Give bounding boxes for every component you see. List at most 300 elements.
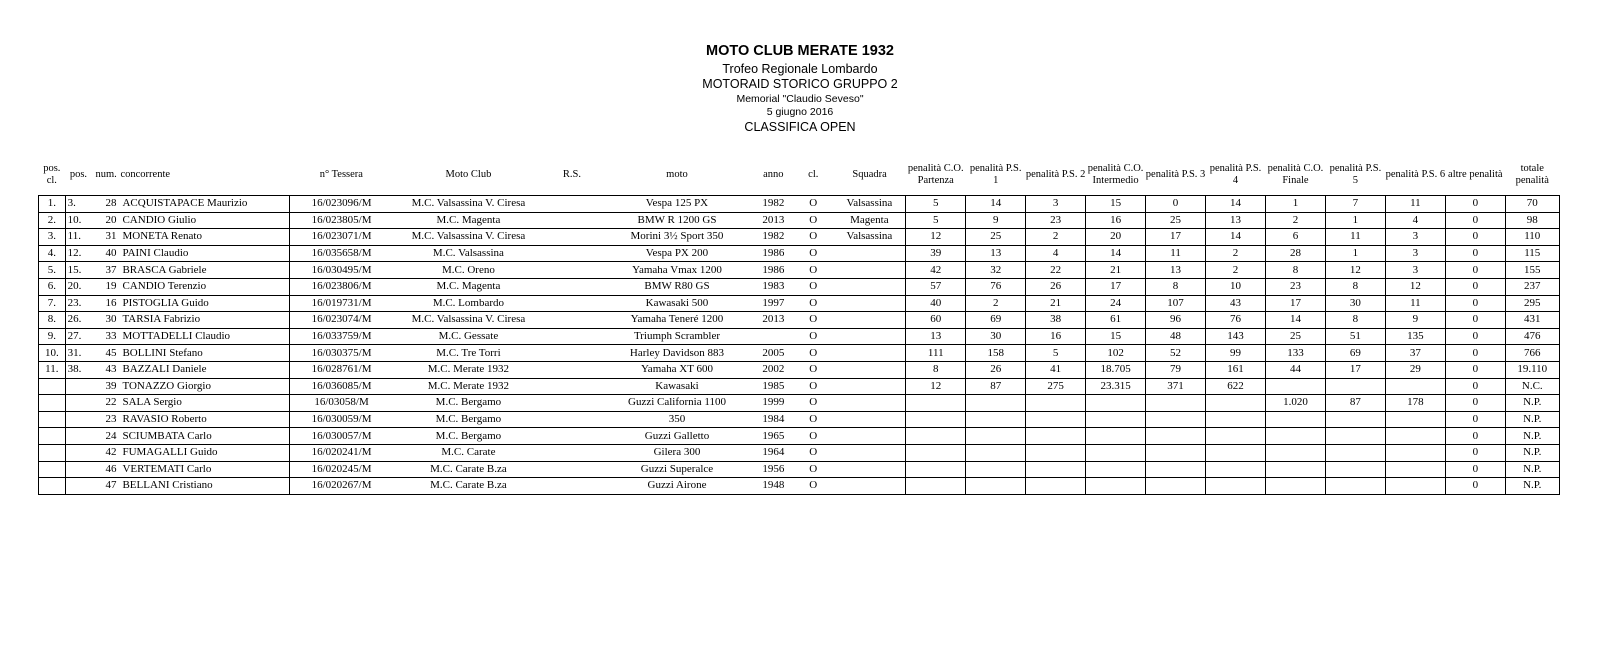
table-row [39,245,1560,262]
cell-pos-cl: 4. [39,245,66,262]
cell-tessera: 16/023096/M [290,196,394,213]
cell-num: 28 [92,196,121,213]
cell-ps3: 371 [1145,378,1205,395]
cell-ps1 [966,461,1025,478]
col-ps6: penalità P.S. 6 [1385,169,1446,180]
cell-moto-club: M.C. Magenta [393,212,544,229]
cell-totale: N.P. [1505,395,1559,412]
cell-co-intermedio: 15 [1086,328,1145,345]
cell-co-finale: 1.020 [1265,395,1325,412]
cell-num: 42 [92,444,121,461]
cell-pos [65,395,92,412]
cell-rs [544,461,600,478]
cell-ps1: 158 [966,345,1025,362]
cell-squadra [834,361,906,378]
cell-moto: Yamaha XT 600 [600,361,754,378]
cell-tessera: 16/019731/M [290,295,394,312]
memorial-name: Memorial "Claudio Seveso" [736,92,864,105]
cell-cl: O [793,262,834,279]
cell-totale: N.P. [1505,461,1559,478]
cell-num: 24 [92,428,121,445]
cell-rs [544,328,600,345]
cell-rs [544,245,600,262]
cell-pos: 20. [65,278,92,295]
cell-totale: 115 [1505,245,1559,262]
cell-anno: 2013 [754,312,793,329]
classification-title: CLASSIFICA OPEN [744,119,856,134]
cell-cl: O [793,295,834,312]
cell-ps4: 161 [1206,361,1265,378]
cell-ps4: 622 [1206,378,1265,395]
cell-moto: BMW R80 GS [600,278,754,295]
cell-totale: 70 [1505,196,1559,213]
cell-co-finale: 133 [1265,345,1325,362]
cell-ps6 [1385,478,1445,495]
cell-totale: 19.110 [1505,361,1559,378]
cell-altre: 0 [1446,378,1505,395]
cell-ps4: 10 [1206,278,1265,295]
cell-cl: O [793,245,834,262]
cell-altre: 0 [1446,395,1505,412]
cell-cl: O [793,428,834,445]
cell-ps6: 12 [1385,278,1445,295]
cell-co-partenza: 5 [906,196,966,213]
cell-squadra [834,328,906,345]
table-row [39,444,1560,461]
cell-tessera: 16/035658/M [290,245,394,262]
table-row [39,478,1560,495]
cell-ps2 [1025,444,1085,461]
cell-cl: O [793,229,834,246]
table-row [39,461,1560,478]
col-co-intermedio: penalità C.O. Intermedio [1087,163,1144,186]
cell-ps3 [1145,428,1205,445]
cell-ps3: 96 [1145,312,1205,329]
cell-concorrente: BOLLINI Stefano [120,345,289,362]
cell-ps2: 23 [1025,212,1085,229]
cell-pos [65,444,92,461]
cell-tessera: 16/030059/M [290,411,394,428]
cell-pos: 23. [65,295,92,312]
cell-rs [544,196,600,213]
cell-tessera: 16/030495/M [290,262,394,279]
cell-totale: 110 [1505,229,1559,246]
cell-altre: 0 [1446,345,1505,362]
cell-ps3: 79 [1145,361,1205,378]
cell-altre: 0 [1446,312,1505,329]
cell-ps4 [1206,395,1265,412]
cell-co-finale: 1 [1265,196,1325,213]
cell-ps4: 14 [1206,229,1265,246]
cell-co-partenza: 8 [906,361,966,378]
cell-altre: 0 [1446,295,1505,312]
cell-rs [544,395,600,412]
cell-pos: 3. [65,196,92,213]
table-row [39,378,1560,395]
cell-pos-cl: 5. [39,262,66,279]
cell-pos: 10. [65,212,92,229]
cell-ps4 [1206,478,1265,495]
cell-cl: O [793,278,834,295]
cell-pos-cl [39,378,66,395]
col-pos-cl: pos. cl. [43,163,61,186]
cell-moto: 350 [600,411,754,428]
cell-co-intermedio: 61 [1086,312,1145,329]
cell-totale: 98 [1505,212,1559,229]
table-row [39,411,1560,428]
cell-tessera: 16/023074/M [290,312,394,329]
cell-co-partenza [906,411,966,428]
cell-moto-club: M.C. Tre Torri [393,345,544,362]
cell-ps4 [1206,428,1265,445]
cell-anno: 1948 [754,478,793,495]
cell-cl: O [793,345,834,362]
cell-tessera: 16/023806/M [290,278,394,295]
cell-pos: 31. [65,345,92,362]
cell-rs [544,428,600,445]
cell-ps4 [1206,461,1265,478]
cell-co-finale: 6 [1265,229,1325,246]
trophy-name: Trofeo Regionale Lombardo [722,61,878,76]
cell-co-intermedio: 14 [1086,245,1145,262]
cell-co-finale [1265,444,1325,461]
cell-ps3 [1145,461,1205,478]
cell-altre: 0 [1446,444,1505,461]
cell-ps5 [1326,378,1385,395]
cell-co-intermedio: 17 [1086,278,1145,295]
cell-ps1 [966,395,1025,412]
cell-cl: O [793,312,834,329]
cell-ps2: 5 [1025,345,1085,362]
cell-concorrente: MOTTADELLI Claudio [120,328,289,345]
cell-co-finale [1265,411,1325,428]
cell-pos: 12. [65,245,92,262]
cell-moto: Yamaha Teneré 1200 [600,312,754,329]
cell-concorrente: BAZZALI Daniele [120,361,289,378]
cell-ps6: 135 [1385,328,1445,345]
cell-ps2 [1025,478,1085,495]
cell-concorrente: PISTOGLIA Guido [120,295,289,312]
cell-co-finale [1265,461,1325,478]
col-num: num. [95,169,117,180]
cell-ps6: 3 [1385,245,1445,262]
cell-num: 40 [92,245,121,262]
cell-ps6 [1385,411,1445,428]
cell-co-partenza: 39 [906,245,966,262]
cell-ps6: 11 [1385,196,1445,213]
cell-altre: 0 [1446,212,1505,229]
col-anno: anno [763,169,784,180]
cell-co-partenza [906,461,966,478]
cell-anno: 2002 [754,361,793,378]
cell-num: 39 [92,378,121,395]
cell-cl: O [793,461,834,478]
cell-moto: Harley Davidson 883 [600,345,754,362]
cell-rs [544,295,600,312]
cell-tessera: 16/030375/M [290,345,394,362]
cell-totale: 155 [1505,262,1559,279]
cell-co-partenza: 111 [906,345,966,362]
cell-ps3: 0 [1145,196,1205,213]
col-co-finale: penalità C.O. Finale [1267,163,1324,186]
cell-squadra [834,345,906,362]
col-ps2: penalità P.S. 2 [1025,169,1086,180]
cell-ps6: 37 [1385,345,1445,362]
cell-tessera: 16/036085/M [290,378,394,395]
cell-ps6: 178 [1385,395,1445,412]
cell-pos [65,461,92,478]
cell-moto: Guzzi Galletto [600,428,754,445]
cell-num: 33 [92,328,121,345]
cell-anno: 1986 [754,245,793,262]
cell-ps1: 32 [966,262,1025,279]
cell-altre: 0 [1446,245,1505,262]
col-co-partenza: penalità C.O. Partenza [907,163,964,186]
cell-co-partenza: 5 [906,212,966,229]
cell-co-partenza: 40 [906,295,966,312]
cell-squadra [834,395,906,412]
cell-ps5 [1326,411,1385,428]
cell-ps3: 17 [1145,229,1205,246]
cell-concorrente: FUMAGALLI Guido [120,444,289,461]
cell-co-finale: 8 [1265,262,1325,279]
cell-totale: N.P. [1505,444,1559,461]
cell-squadra [834,428,906,445]
table-row [39,361,1560,378]
cell-moto-club: M.C. Bergamo [393,428,544,445]
cell-altre: 0 [1446,278,1505,295]
cell-ps5: 17 [1326,361,1385,378]
cell-ps6 [1385,378,1445,395]
cell-tessera: 16/020267/M [290,478,394,495]
cell-rs [544,262,600,279]
col-moto: moto [666,169,688,180]
cell-cl: O [793,196,834,213]
cell-num: 43 [92,361,121,378]
cell-ps1: 2 [966,295,1025,312]
cell-anno: 1984 [754,411,793,428]
cell-co-partenza: 13 [906,328,966,345]
cell-squadra: Valsassina [834,229,906,246]
cell-ps5: 8 [1326,312,1385,329]
cell-ps5: 1 [1326,212,1385,229]
cell-co-finale [1265,428,1325,445]
cell-squadra [834,478,906,495]
cell-tessera: 16/020245/M [290,461,394,478]
cell-co-intermedio [1086,395,1145,412]
cell-moto-club: M.C. Valsassina V. Ciresa [393,312,544,329]
cell-moto-club: M.C. Valsassina V. Ciresa [393,229,544,246]
cell-co-intermedio [1086,478,1145,495]
cell-co-finale: 14 [1265,312,1325,329]
cell-co-finale [1265,378,1325,395]
cell-ps6: 4 [1385,212,1445,229]
cell-anno: 1982 [754,196,793,213]
cell-ps1: 69 [966,312,1025,329]
cell-ps4 [1206,411,1265,428]
table-row [39,262,1560,279]
cell-ps6 [1385,461,1445,478]
cell-ps5 [1326,444,1385,461]
document-header [0,44,1600,133]
cell-ps1 [966,411,1025,428]
cell-anno: 1999 [754,395,793,412]
cell-concorrente: RAVASIO Roberto [120,411,289,428]
cell-concorrente: ACQUISTAPACE Maurizio [120,196,289,213]
cell-moto-club: M.C. Magenta [393,278,544,295]
cell-ps3: 107 [1145,295,1205,312]
cell-ps2: 38 [1025,312,1085,329]
cell-concorrente: VERTEMATI Carlo [120,461,289,478]
cell-ps1: 76 [966,278,1025,295]
cell-rs [544,444,600,461]
cell-totale: 237 [1505,278,1559,295]
cell-pos [65,378,92,395]
cell-altre: 0 [1446,428,1505,445]
cell-co-finale: 23 [1265,278,1325,295]
table-row [39,428,1560,445]
col-cl: cl. [808,169,819,180]
cell-moto-club: M.C. Gessate [393,328,544,345]
cell-totale: 476 [1505,328,1559,345]
cell-co-partenza [906,428,966,445]
cell-rs [544,278,600,295]
cell-squadra [834,411,906,428]
cell-num: 45 [92,345,121,362]
cell-co-finale: 44 [1265,361,1325,378]
cell-tessera: 16/023805/M [290,212,394,229]
cell-pos-cl: 7. [39,295,66,312]
results-body [39,196,1560,495]
col-ps4: penalità P.S. 4 [1209,163,1262,186]
table-header-row [39,155,1560,196]
cell-co-finale [1265,478,1325,495]
cell-co-partenza [906,478,966,495]
cell-pos: 26. [65,312,92,329]
cell-concorrente: PAINI Claudio [120,245,289,262]
cell-ps2: 3 [1025,196,1085,213]
cell-co-partenza: 42 [906,262,966,279]
col-ps5: penalità P.S. 5 [1329,163,1382,186]
cell-co-intermedio: 23.315 [1086,378,1145,395]
cell-ps5: 11 [1326,229,1385,246]
cell-co-finale: 28 [1265,245,1325,262]
cell-pos: 38. [65,361,92,378]
cell-ps2: 16 [1025,328,1085,345]
cell-totale: 431 [1505,312,1559,329]
cell-altre: 0 [1446,262,1505,279]
cell-pos-cl: 1. [39,196,66,213]
cell-anno: 1983 [754,278,793,295]
cell-moto-club: M.C. Valsassina V. Ciresa [393,196,544,213]
cell-moto: Kawasaki 500 [600,295,754,312]
cell-squadra [834,295,906,312]
cell-pos [65,411,92,428]
table-row [39,278,1560,295]
cell-ps5 [1326,478,1385,495]
cell-moto: Vespa PX 200 [600,245,754,262]
cell-ps1 [966,478,1025,495]
cell-ps3: 13 [1145,262,1205,279]
cell-tessera: 16/023071/M [290,229,394,246]
cell-num: 37 [92,262,121,279]
cell-ps4: 14 [1206,196,1265,213]
cell-anno: 1986 [754,262,793,279]
cell-ps3 [1145,478,1205,495]
cell-ps1 [966,428,1025,445]
cell-pos-cl [39,478,66,495]
cell-co-finale: 17 [1265,295,1325,312]
cell-moto-club: M.C. Carate B.za [393,478,544,495]
cell-co-partenza: 57 [906,278,966,295]
cell-concorrente: SALA Sergio [120,395,289,412]
cell-rs [544,229,600,246]
cell-pos-cl: 9. [39,328,66,345]
cell-num: 16 [92,295,121,312]
cell-anno: 1997 [754,295,793,312]
cell-pos-cl: 6. [39,278,66,295]
cell-ps5: 12 [1326,262,1385,279]
col-concorrente: concorrente [120,169,171,180]
cell-ps5: 8 [1326,278,1385,295]
cell-squadra [834,444,906,461]
cell-co-intermedio: 16 [1086,212,1145,229]
cell-co-finale: 25 [1265,328,1325,345]
cell-ps3: 8 [1145,278,1205,295]
cell-anno: 2005 [754,345,793,362]
cell-num: 22 [92,395,121,412]
cell-ps6: 3 [1385,229,1445,246]
cell-co-intermedio: 21 [1086,262,1145,279]
cell-squadra: Valsassina [834,196,906,213]
cell-pos-cl: 8. [39,312,66,329]
cell-ps4: 76 [1206,312,1265,329]
cell-tessera: 16/03058/M [290,395,394,412]
cell-ps2: 21 [1025,295,1085,312]
cell-pos: 15. [65,262,92,279]
cell-altre: 0 [1446,411,1505,428]
event-name: MOTORAID STORICO GRUPPO 2 [702,77,898,91]
cell-anno: 1965 [754,428,793,445]
cell-co-finale: 2 [1265,212,1325,229]
col-moto-club: Moto Club [445,169,492,180]
cell-rs [544,378,600,395]
cell-totale: N.P. [1505,478,1559,495]
cell-co-partenza: 12 [906,229,966,246]
cell-ps6: 29 [1385,361,1445,378]
col-totale: totale penalità [1515,163,1549,186]
cell-tessera: 16/033759/M [290,328,394,345]
cell-pos-cl: 2. [39,212,66,229]
cell-ps1: 14 [966,196,1025,213]
table-row [39,212,1560,229]
cell-ps1: 26 [966,361,1025,378]
cell-moto: Guzzi California 1100 [600,395,754,412]
cell-anno: 2013 [754,212,793,229]
cell-ps1: 87 [966,378,1025,395]
cell-tessera: 16/020241/M [290,444,394,461]
cell-co-intermedio: 15 [1086,196,1145,213]
cell-co-intermedio [1086,411,1145,428]
cell-ps2 [1025,428,1085,445]
cell-ps5: 7 [1326,196,1385,213]
cell-moto: BMW R 1200 GS [600,212,754,229]
cell-pos-cl [39,395,66,412]
cell-tessera: 16/030057/M [290,428,394,445]
cell-ps6 [1385,444,1445,461]
cell-altre: 0 [1446,229,1505,246]
cell-moto-club: M.C. Bergamo [393,411,544,428]
